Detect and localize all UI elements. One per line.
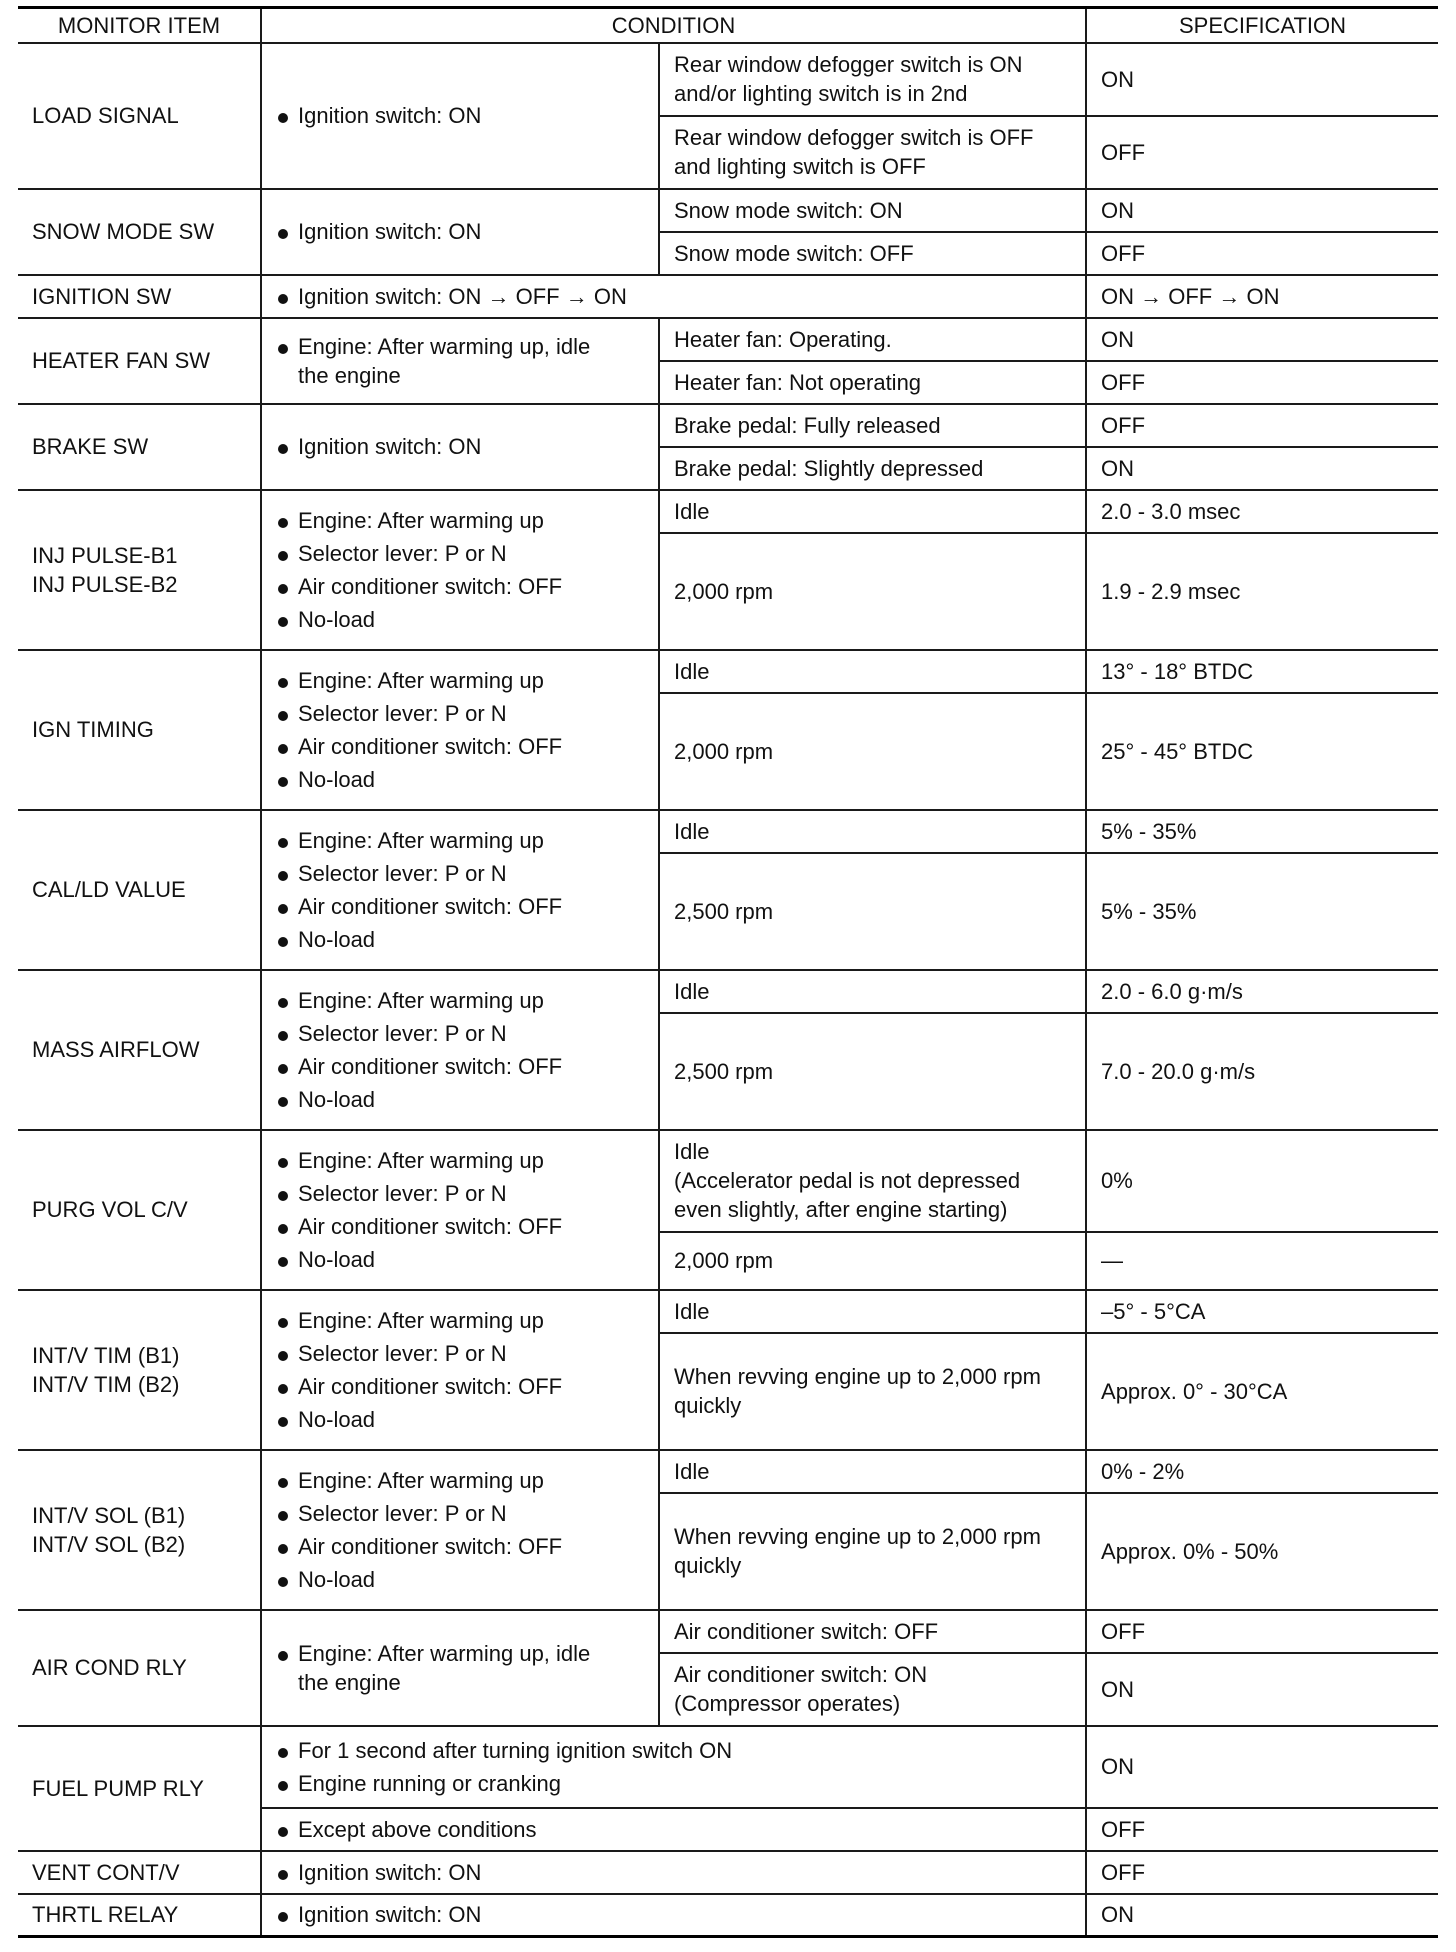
spec-cell: ON	[1086, 318, 1438, 361]
monitor-item-cell: THRTL RELAY	[18, 1894, 261, 1937]
table-row	[18, 43, 1438, 116]
table-row	[18, 404, 1438, 447]
condition-bullet: Engine: After warming up	[276, 506, 644, 535]
condition-bullet: Air conditioner switch: OFF	[276, 1052, 644, 1081]
table-row	[18, 318, 1438, 361]
spec-cell: Approx. 0° - 30°CA	[1086, 1333, 1438, 1450]
header-row	[18, 8, 1438, 43]
spec-cell: ON → OFF → ON	[1086, 275, 1438, 318]
table-row	[18, 1130, 1438, 1232]
condition-bullet: Air conditioner switch: OFF	[276, 1532, 644, 1561]
condition-bullet: No-load	[276, 605, 644, 634]
condition-bullet: Engine: After warming up	[276, 986, 644, 1015]
sub-condition-cell: Idle	[659, 1290, 1086, 1333]
table-row	[18, 1894, 1438, 1937]
sub-condition-cell: 2,000 rpm	[659, 533, 1086, 650]
table-row	[18, 970, 1438, 1013]
spec-cell: Approx. 0% - 50%	[1086, 1493, 1438, 1610]
condition-cell	[261, 650, 659, 810]
condition-bullet: Engine: After warming up	[276, 1146, 644, 1175]
sub-condition-cell: Heater fan: Operating.	[659, 318, 1086, 361]
condition-cell	[261, 404, 659, 490]
condition-bullet: No-load	[276, 1405, 644, 1434]
table-row	[18, 490, 1438, 533]
table-row	[18, 275, 1438, 318]
condition-cell	[261, 1130, 659, 1290]
condition-cell	[261, 1290, 659, 1450]
spec-cell: ON	[1086, 189, 1438, 232]
monitor-item-cell: PURG VOL C/V	[18, 1130, 261, 1290]
sub-condition-cell: 2,500 rpm	[659, 1013, 1086, 1130]
condition-bullet: Selector lever: P or N	[276, 1019, 644, 1048]
condition-bullet: Engine: After warming up	[276, 1466, 644, 1495]
sub-condition-cell: Heater fan: Not operating	[659, 361, 1086, 404]
condition-bullet: Air conditioner switch: OFF	[276, 1212, 644, 1241]
monitor-item-cell: INJ PULSE-B1 INJ PULSE-B2	[18, 490, 261, 650]
condition-bullet: Selector lever: P or N	[276, 1339, 644, 1368]
condition-cell	[261, 1851, 1086, 1894]
condition-cell	[261, 810, 659, 970]
monitor-item-cell: IGNITION SW	[18, 275, 261, 318]
sub-condition-cell: Idle	[659, 490, 1086, 533]
sub-condition-cell: Air conditioner switch: ON (Compressor operates)	[659, 1653, 1086, 1726]
condition-cell	[261, 1610, 659, 1726]
condition-bullet: Engine: After warming up	[276, 826, 644, 855]
sub-condition-cell: Air conditioner switch: OFF	[659, 1610, 1086, 1653]
monitor-item-cell: CAL/LD VALUE	[18, 810, 261, 970]
monitor-spec-table	[18, 6, 1438, 1938]
spec-cell: 5% - 35%	[1086, 810, 1438, 853]
spec-cell: 5% - 35%	[1086, 853, 1438, 970]
monitor-item-cell: SNOW MODE SW	[18, 189, 261, 275]
condition-bullet: Selector lever: P or N	[276, 1179, 644, 1208]
sub-condition-cell: Idle	[659, 650, 1086, 693]
condition-bullet: Engine running or cranking	[276, 1769, 1071, 1798]
sub-condition-cell: Rear window defogger switch is ON and/or lighting switch is in 2nd	[659, 43, 1086, 116]
spec-cell: 2.0 - 3.0 msec	[1086, 490, 1438, 533]
condition-bullet: Ignition switch: ON	[276, 432, 644, 461]
condition-bullet: Engine: After warming up, idle the engine	[276, 332, 644, 390]
condition-bullet: Selector lever: P or N	[276, 539, 644, 568]
spec-cell: 25° - 45° BTDC	[1086, 693, 1438, 810]
spec-cell: OFF	[1086, 404, 1438, 447]
spec-cell: ON	[1086, 43, 1438, 116]
monitor-item-cell: VENT CONT/V	[18, 1851, 261, 1894]
condition-bullet: Ignition switch: ON	[276, 101, 644, 130]
table-row	[18, 650, 1438, 693]
condition-bullet: Engine: After warming up, idle the engine	[276, 1639, 644, 1697]
condition-bullet: No-load	[276, 765, 644, 794]
monitor-item-cell: IGN TIMING	[18, 650, 261, 810]
spec-cell: 13° - 18° BTDC	[1086, 650, 1438, 693]
spec-cell: 2.0 - 6.0 g·m/s	[1086, 970, 1438, 1013]
condition-bullet: Ignition switch: ON	[276, 1858, 1071, 1887]
condition-bullet: Air conditioner switch: OFF	[276, 732, 644, 761]
table-row	[18, 1726, 1438, 1808]
condition-bullet: Air conditioner switch: OFF	[276, 1372, 644, 1401]
monitor-item-cell: BRAKE SW	[18, 404, 261, 490]
table-row	[18, 189, 1438, 232]
header-specification: SPECIFICATION	[1086, 8, 1438, 43]
spec-cell: —	[1086, 1232, 1438, 1290]
condition-cell	[261, 1808, 1086, 1851]
sub-condition-cell: Brake pedal: Fully released	[659, 404, 1086, 447]
spec-cell: OFF	[1086, 1808, 1438, 1851]
spec-cell: ON	[1086, 1653, 1438, 1726]
condition-bullet: No-load	[276, 925, 644, 954]
monitor-item-cell: MASS AIRFLOW	[18, 970, 261, 1130]
condition-bullet: No-load	[276, 1565, 644, 1594]
sub-condition-cell: 2,000 rpm	[659, 693, 1086, 810]
monitor-item-cell: AIR COND RLY	[18, 1610, 261, 1726]
monitor-item-cell: INT/V TIM (B1) INT/V TIM (B2)	[18, 1290, 261, 1450]
condition-bullet: No-load	[276, 1245, 644, 1274]
spec-cell: ON	[1086, 1726, 1438, 1808]
spec-cell: ON	[1086, 1894, 1438, 1937]
spec-sheet	[18, 6, 1438, 1938]
sub-condition-cell: 2,500 rpm	[659, 853, 1086, 970]
spec-cell: ON	[1086, 447, 1438, 490]
condition-cell	[261, 189, 659, 275]
condition-cell	[261, 490, 659, 650]
condition-cell	[261, 1450, 659, 1610]
sub-condition-cell: Idle	[659, 810, 1086, 853]
sub-condition-cell: Rear window defogger switch is OFF and lighting switch is OFF	[659, 116, 1086, 189]
table-row	[18, 1290, 1438, 1333]
condition-bullet: Selector lever: P or N	[276, 1499, 644, 1528]
condition-bullet: Ignition switch: ON → OFF → ON	[276, 282, 1071, 311]
sub-condition-cell: Idle (Accelerator pedal is not depressed even slightly, after engine starting)	[659, 1130, 1086, 1232]
header-monitor-item: MONITOR ITEM	[18, 8, 261, 43]
monitor-item-cell: FUEL PUMP RLY	[18, 1726, 261, 1851]
spec-cell: OFF	[1086, 1610, 1438, 1653]
header-condition: CONDITION	[261, 8, 1086, 43]
condition-cell	[261, 275, 1086, 318]
condition-bullet: Selector lever: P or N	[276, 859, 644, 888]
sub-condition-cell: Brake pedal: Slightly depressed	[659, 447, 1086, 490]
condition-cell	[261, 318, 659, 404]
sub-condition-cell: Snow mode switch: OFF	[659, 232, 1086, 275]
condition-bullet: Engine: After warming up	[276, 1306, 644, 1335]
spec-cell: 1.9 - 2.9 msec	[1086, 533, 1438, 650]
condition-bullet: No-load	[276, 1085, 644, 1114]
condition-bullet: Engine: After warming up	[276, 666, 644, 695]
spec-cell: 7.0 - 20.0 g·m/s	[1086, 1013, 1438, 1130]
spec-cell: 0% - 2%	[1086, 1450, 1438, 1493]
condition-bullet: Except above conditions	[276, 1815, 1071, 1844]
spec-cell: OFF	[1086, 1851, 1438, 1894]
condition-bullet: Selector lever: P or N	[276, 699, 644, 728]
sub-condition-cell: When revving engine up to 2,000 rpm quickly	[659, 1493, 1086, 1610]
condition-cell	[261, 1894, 1086, 1937]
table-row	[18, 1450, 1438, 1493]
spec-cell: –5° - 5°CA	[1086, 1290, 1438, 1333]
sub-condition-cell: Idle	[659, 1450, 1086, 1493]
condition-bullet: Air conditioner switch: OFF	[276, 572, 644, 601]
monitor-item-cell: HEATER FAN SW	[18, 318, 261, 404]
sub-condition-cell: Snow mode switch: ON	[659, 189, 1086, 232]
condition-bullet: Ignition switch: ON	[276, 217, 644, 246]
spec-cell: OFF	[1086, 116, 1438, 189]
spec-cell: 0%	[1086, 1130, 1438, 1232]
condition-bullet: For 1 second after turning ignition switch ON	[276, 1736, 1071, 1765]
monitor-item-cell: LOAD SIGNAL	[18, 43, 261, 189]
condition-bullet: Air conditioner switch: OFF	[276, 892, 644, 921]
spec-cell: OFF	[1086, 361, 1438, 404]
table-row	[18, 1610, 1438, 1653]
table-row	[18, 810, 1438, 853]
sub-condition-cell: Idle	[659, 970, 1086, 1013]
condition-cell	[261, 43, 659, 189]
monitor-item-cell: INT/V SOL (B1) INT/V SOL (B2)	[18, 1450, 261, 1610]
table-row	[18, 1851, 1438, 1894]
sub-condition-cell: 2,000 rpm	[659, 1232, 1086, 1290]
condition-cell	[261, 970, 659, 1130]
condition-cell	[261, 1726, 1086, 1808]
sub-condition-cell: When revving engine up to 2,000 rpm quickly	[659, 1333, 1086, 1450]
condition-bullet: Ignition switch: ON	[276, 1900, 1071, 1929]
spec-cell: OFF	[1086, 232, 1438, 275]
